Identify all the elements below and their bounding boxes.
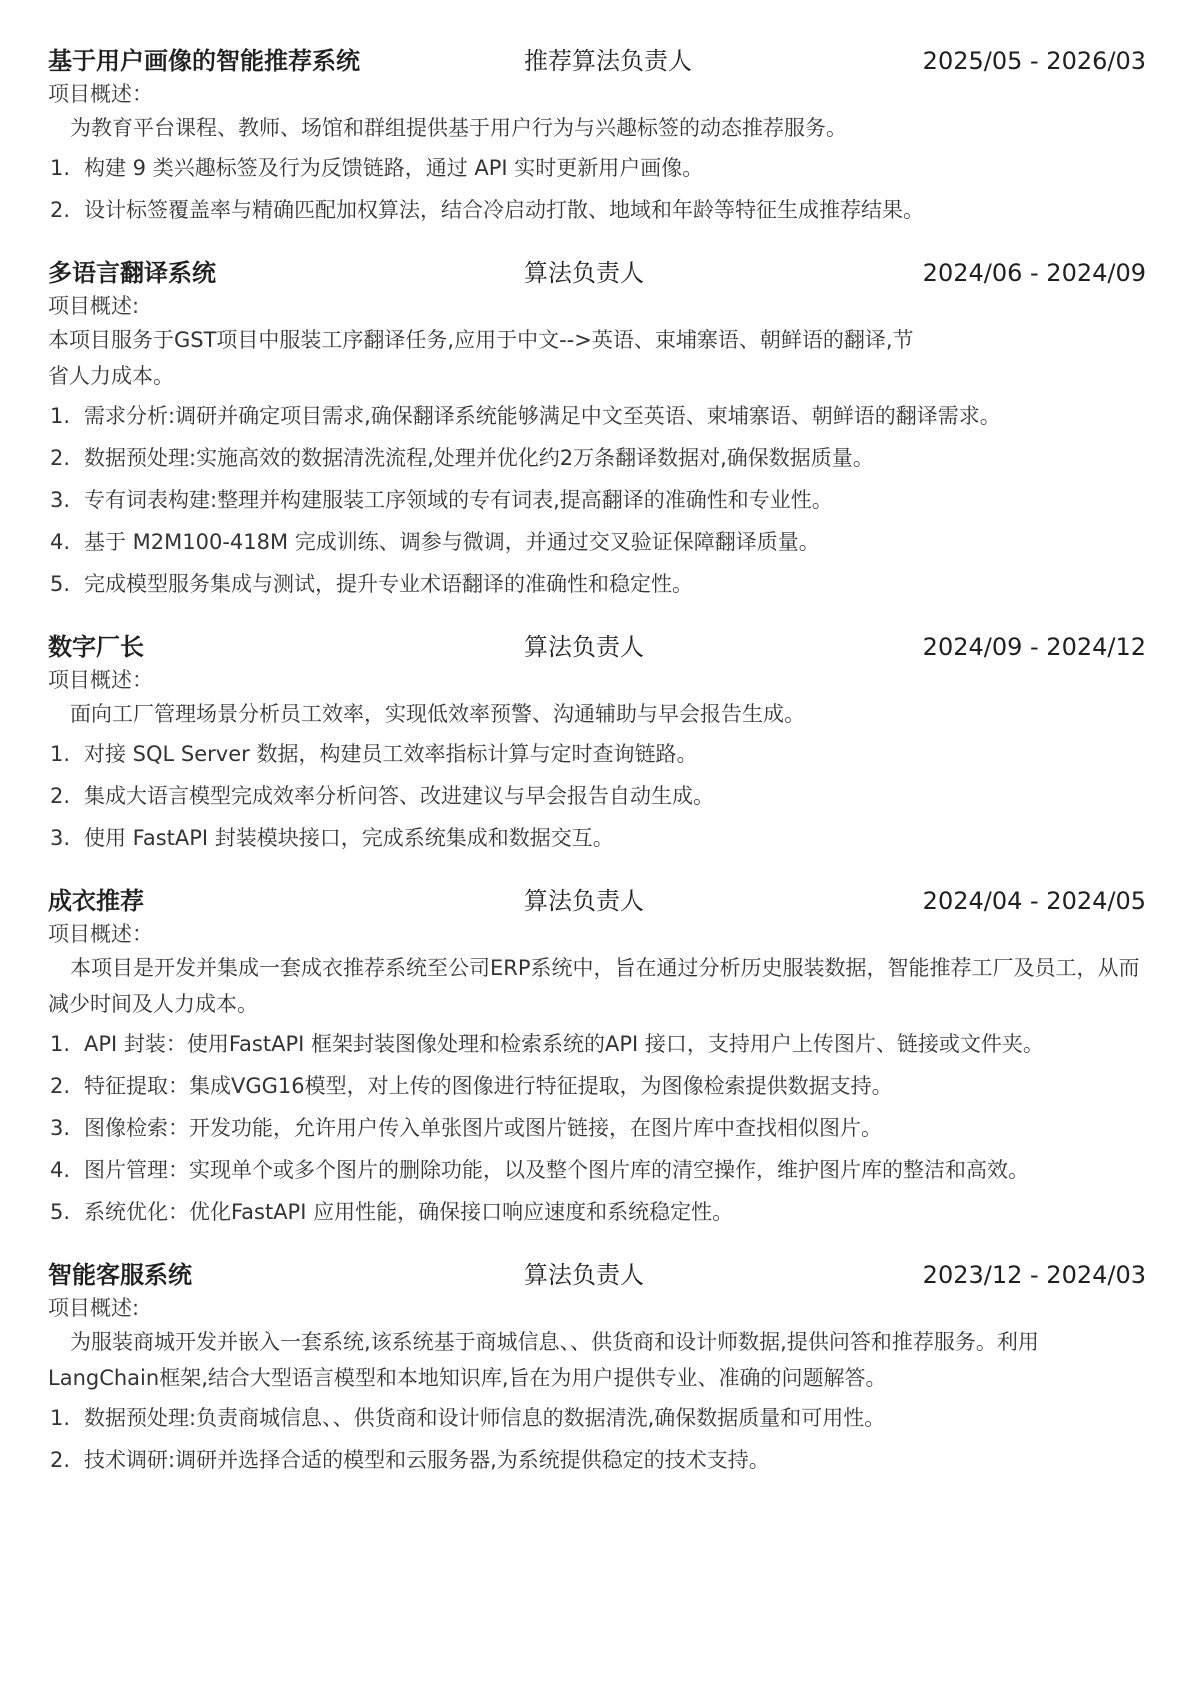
list-item (48, 820, 1146, 856)
item-number: 4. (50, 1158, 71, 1182)
item-text: 技术调研:调研并选择合适的模型和云服务器,为系统提供稳定的技术支持。 (84, 1448, 770, 1472)
project-header (48, 630, 1146, 664)
item-text: 完成模型服务集成与测试，提升专业术语翻译的准确性和稳定性。 (84, 572, 693, 596)
overview-text: 本项目服务于GST项目中服装工序翻译任务,应用于中文-->英语、束埔寨语、朝鲜语的翻译,节省人力成本。 (48, 328, 914, 388)
list-item (48, 778, 1146, 814)
item-text: 数据预处理:负责商城信息、、供货商和设计师信息的数据清洗,确保数据质量和可用性。 (84, 1406, 886, 1430)
item-number: 2. (50, 198, 71, 222)
overview-label: 项目概述： (48, 668, 153, 692)
item-number: 3. (50, 488, 71, 512)
project-role: 算法负责人 (524, 887, 644, 915)
item-number: 1. (50, 156, 71, 180)
project-role: 推荐算法负责人 (524, 47, 692, 75)
item-number: 3. (50, 1116, 71, 1140)
overview-label: 项目概述： (48, 922, 153, 946)
list-item (48, 192, 1146, 228)
project-section (48, 256, 1146, 602)
list-item (48, 1152, 1146, 1188)
list-item (48, 440, 1146, 476)
item-number: 5. (50, 1200, 71, 1224)
item-number: 1. (50, 404, 71, 428)
project-header (48, 1258, 1146, 1292)
item-text: 专有词表构建:整理并构建服装工序领域的专有词表,提高翻译的准确性和专业性。 (84, 488, 833, 512)
project-role: 算法负责人 (524, 1261, 644, 1289)
item-list (48, 150, 1146, 228)
list-item (48, 736, 1146, 772)
item-text: 集成大语言模型完成效率分析问答、改进建议与早会报告自动生成。 (84, 784, 714, 808)
item-text: 图像检索：开发功能，允许用户传入单张图片或图片链接，在图片库中查找相似图片。 (84, 1116, 882, 1140)
project-title: 智能客服系统 (48, 1261, 192, 1289)
item-number: 2. (50, 446, 71, 470)
overview-text: 为教育平台课程、教师、场馆和群组提供基于用户行为与兴趣标签的动态推荐服务。 (70, 116, 847, 140)
project-section (48, 44, 1146, 228)
overview-label: 项目概述: (48, 294, 140, 318)
item-number: 2. (50, 784, 71, 808)
overview-text: 为服装商城开发并嵌入一套系统,该系统基于商城信息、、供货商和设计师数据,提供问答和推荐服务。利用LangChain框架,结合大型语言模型和本地知识库,旨在为用户提供专业、准确的问题解答。 (48, 1330, 1039, 1390)
item-number: 1. (50, 1406, 71, 1430)
list-item (48, 398, 1146, 434)
item-text: 基于 M2M100-418M 完成训练、调参与微调，并通过交叉验证保障翻译质量。 (84, 530, 820, 554)
item-number: 1. (50, 742, 71, 766)
project-date: 2025/05 - 2026/03 (922, 47, 1146, 75)
project-date: 2024/06 - 2024/09 (922, 259, 1146, 287)
list-item (48, 524, 1146, 560)
item-list (48, 736, 1146, 856)
item-text: 使用 FastAPI 封装模块接口，完成系统集成和数据交互。 (84, 826, 614, 850)
list-item (48, 1068, 1146, 1104)
item-text: 系统优化：优化FastAPI 应用性能，确保接口响应速度和系统稳定性。 (84, 1200, 734, 1224)
project-title: 多语言翻译系统 (48, 259, 216, 287)
list-item (48, 150, 1146, 186)
project-date: 2023/12 - 2024/03 (922, 1261, 1146, 1289)
project-date: 2024/09 - 2024/12 (922, 633, 1146, 661)
item-text: 构建 9 类兴趣标签及行为反馈链路，通过 API 实时更新用户画像。 (84, 156, 704, 180)
project-section (48, 1258, 1146, 1478)
item-text: 图片管理：实现单个或多个图片的删除功能，以及整个图片库的清空操作，维护图片库的整洁和高效。 (84, 1158, 1029, 1182)
project-section (48, 884, 1146, 1230)
list-item (48, 1026, 1146, 1062)
overview-text: 本项目是开发并集成一套成衣推荐系统至公司ERP系统中，旨在通过分析历史服装数据，智能推荐工厂及员工，从而减少时间及人力成本。 (48, 956, 1140, 1016)
list-item (48, 1194, 1146, 1230)
overview-text: 面向工厂管理场景分析员工效率，实现低效率预警、沟通辅助与早会报告生成。 (70, 702, 805, 726)
project-header (48, 256, 1146, 290)
item-number: 3. (50, 826, 71, 850)
list-item (48, 566, 1146, 602)
project-title: 数字厂长 (48, 633, 144, 661)
project-role: 算法负责人 (524, 259, 644, 287)
project-title: 成衣推荐 (48, 887, 144, 915)
item-text: API 封装：使用FastAPI 框架封装图像处理和检索系统的API 接口，支持用户上传图片、链接或文件夹。 (84, 1032, 1044, 1056)
item-list (48, 1400, 1146, 1478)
item-text: 设计标签覆盖率与精确匹配加权算法，结合冷启动打散、地域和年龄等特征生成推荐结果。 (84, 198, 924, 222)
item-number: 4. (50, 530, 71, 554)
item-text: 需求分析:调研并确定项目需求,确保翻译系统能够满足中文至英语、柬埔寨语、朝鲜语的翻译需求。 (84, 404, 1001, 428)
item-text: 数据预处理:实施高效的数据清洗流程,处理并优化约2万条翻译数据对,确保数据质量。 (84, 446, 874, 470)
overview-label: 项目概述: (48, 1296, 140, 1320)
list-item (48, 1400, 1146, 1436)
list-item (48, 482, 1146, 518)
item-number: 5. (50, 572, 71, 596)
project-section (48, 630, 1146, 856)
list-item (48, 1110, 1146, 1146)
item-number: 2. (50, 1074, 71, 1098)
list-item (48, 1442, 1146, 1478)
project-header (48, 884, 1146, 918)
project-title: 基于用户画像的智能推荐系统 (48, 47, 360, 75)
item-list (48, 1026, 1146, 1230)
overview-label: 项目概述： (48, 82, 153, 106)
project-header (48, 44, 1146, 78)
project-role: 算法负责人 (524, 633, 644, 661)
project-date: 2024/04 - 2024/05 (922, 887, 1146, 915)
item-number: 2. (50, 1448, 71, 1472)
item-text: 对接 SQL Server 数据，构建员工效率指标计算与定时查询链路。 (84, 742, 698, 766)
item-text: 特征提取：集成VGG16模型，对上传的图像进行特征提取，为图像检索提供数据支持。 (84, 1074, 893, 1098)
item-number: 1. (50, 1032, 71, 1056)
item-list (48, 398, 1146, 602)
